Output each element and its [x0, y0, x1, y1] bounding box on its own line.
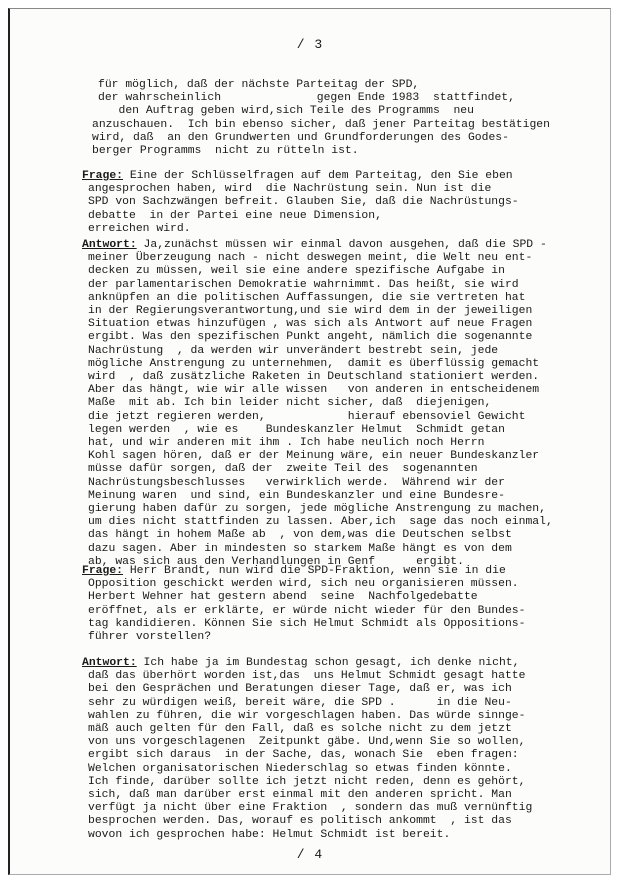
text-line: daß das überhört worden ist,das uns Helmut Schmidt gesagt hatte — [88, 670, 526, 683]
page-number-top: / 3 — [296, 37, 324, 52]
intro-paragraph — [92, 79, 598, 158]
text-line: die jetzt regieren werden, hierauf ebensoviel Gewicht — [88, 410, 526, 423]
text-line: ab, was sich aus den Verhandlungen in Genf ergibt. — [88, 555, 464, 568]
text-line: Welchen organisatorischen Niederschlag so etwas finden könnte. — [88, 762, 512, 775]
text-line: Nachrüstung , da werden wir unverändert bestrebt sein, jede — [88, 344, 499, 357]
text-line: wovon ich gesprochen habe: Helmut Schmidt ist bereit. — [88, 828, 451, 841]
question-text: Herr Brandt, nun wird die SPD-Fraktion, wenn sie in die — [123, 565, 506, 577]
text-line: müsse dafür sorgen, daß der zweite Teil des sogenannten — [88, 463, 478, 476]
text-line: von uns vorgeschlagenen Zeitpunkt gäbe. Und,wenn Sie so wollen, — [88, 736, 526, 749]
question-label: Frage: — [82, 565, 124, 577]
text-line: besprochen werden. Das, worauf es politisch ankommt , ist das — [88, 815, 512, 828]
text-line — [82, 170, 582, 183]
text-line: sehr zu würdigen weiß, bereit wäre, die SPD . in die Neu- — [88, 696, 512, 709]
text-line: für möglich, daß der nächste Parteitag der SPD, — [98, 79, 420, 91]
text-line: debatte in der Partei eine neue Dimension, — [88, 209, 382, 222]
answer-text: Ja,zunächst müssen wir einmal davon ausgehen, daß die SPD - — [136, 239, 547, 251]
text-line: führer vorstellen? — [88, 631, 212, 644]
text-line: decken zu müssen, weil sie eine andere spezifische Aufgabe in — [88, 265, 505, 278]
text-line: der wahrscheinlich gegen Ende 1983 stattfindet, — [98, 92, 515, 105]
text-line: erreichen wird. — [88, 222, 191, 235]
text-line: in der Regierungsverantwortung,und sie wird dem in der jeweiligen — [88, 305, 533, 318]
document-page — [8, 8, 611, 875]
text-line: dazu sagen. Aber in mindesten so starkem Maße hängt es von dem — [88, 542, 512, 555]
text-line — [82, 239, 582, 252]
question-1 — [82, 170, 582, 236]
answer-1 — [82, 239, 582, 569]
text-line: SPD von Sachzwängen befreit. Glauben Sie, daß die Nachrüstungs- — [88, 196, 519, 209]
text-line: hat, und wir anderen mit ihm . Ich habe neulich noch Herrn — [88, 437, 485, 450]
text-line: Kohl sagen hören, daß er der Meinung wäre, ein neuer Bundeskanzler — [88, 450, 540, 463]
text-line: wird, daß an den Grundwerten und Grundforderungen des Godes- — [92, 131, 509, 144]
text-line: Situation etwas hinzufügen , was sich als Antwort auf neue Fragen — [88, 318, 533, 331]
text-line: Aber das hängt, wie wir alle wissen von anderen in entscheidenem — [88, 384, 540, 397]
text-line: um dies nicht stattfinden zu lassen. Aber,ich sage das noch einmal, — [88, 516, 553, 529]
text-line: Ich finde, darüber sollte ich jetzt nicht reden, denn es gehört, — [88, 775, 526, 788]
text-line: das hängt in hohem Maße ab , von dem,was die Deutschen selbst — [88, 529, 512, 542]
question-text: Eine der Schlüsselfragen auf dem Parteitag, den Sie eben — [123, 170, 513, 182]
answer-label: Antwort: — [82, 239, 137, 251]
text-line: den Auftrag geben wird,sich Teile des Programms neu — [98, 105, 474, 118]
question-label: Frage: — [82, 170, 124, 182]
question-2 — [82, 565, 582, 644]
text-line: wahlen zu führen, die wir vorgeschlagen haben. Das würde sinnge- — [88, 709, 526, 722]
text-line: der parlamentarischen Demokratie wahrnimmt. Das heißt, sie wird — [88, 278, 519, 291]
text-line — [82, 657, 582, 670]
text-line: ergibt. Was den spezifischen Punkt angeht, nämlich die sogenannte — [88, 331, 533, 344]
text-line: Nachrüstungsbeschlusses verwirklich werde. Während wir der — [88, 476, 505, 489]
text-line: bei den Gesprächen und Beratungen dieser Tage, daß er, was ich — [88, 683, 512, 696]
text-line: anknüpfen an die politischen Auffassungen, die sie vertreten hat — [88, 291, 526, 304]
text-line: wird , daß zusätzliche Raketen in Deutschland stationiert werden. — [88, 371, 540, 384]
text-line — [82, 565, 582, 578]
text-line: meiner Überzeugung nach - nicht deswegen meint, die Welt neu ent- — [88, 252, 533, 265]
text-line: Maße mit ab. Ich bin leider nicht sicher, daß diejenigen, — [88, 397, 492, 410]
text-line: Meinung waren und sind, ein Bundeskanzler und eine Bundesre- — [88, 489, 505, 502]
answer-text: Ich habe ja im Bundestag schon gesagt, ich denke nicht, — [136, 657, 520, 669]
text-line: angesprochen haben, wird die Nachrüstung sein. Nun ist die — [88, 183, 492, 196]
text-line: eröffnet, als er erklärte, er würde nicht wieder für den Bundes- — [88, 604, 526, 617]
page-number-bottom: / 4 — [296, 847, 324, 862]
text-line: gierung haben dafür zu sorgen, jede mögliche Anstrengung zu machen, — [88, 503, 546, 516]
text-line: mögliche Anstrengung zu unternehmen, damit es überflüssig gemacht — [88, 357, 540, 370]
text-line: Opposition geschickt werden wird, sich neu organisieren müssen. — [88, 578, 519, 591]
text-line: berger Programms nicht zu rütteln ist. — [92, 145, 359, 158]
text-line: ergibt sich daraus in der Sache, das, wonach Sie eben fragen: — [88, 749, 519, 762]
text-line: anzuschauen. Ich bin ebenso sicher, daß jener Parteitag bestätigen — [92, 118, 550, 131]
answer-2 — [82, 657, 582, 842]
text-line: verfügt ja nicht über eine Fraktion , sondern das muß vernünftig — [88, 802, 533, 815]
text-line: tag kandidieren. Können Sie sich Helmut Schmidt als Oppositions- — [88, 617, 526, 630]
text-line: legen werden , wie es Bundeskanzler Helmut Schmidt getan — [88, 423, 505, 436]
text-line: mäß auch gelten für den Fall, daß es solche nicht zu dem jetzt — [88, 723, 512, 736]
text-line: Herbert Wehner hat gestern abend seine Nachfolgedebatte — [88, 591, 478, 604]
answer-label: Antwort: — [82, 657, 137, 669]
text-line: sich, daß man darüber erst einmal mit den anderen spricht. Man — [88, 789, 512, 802]
